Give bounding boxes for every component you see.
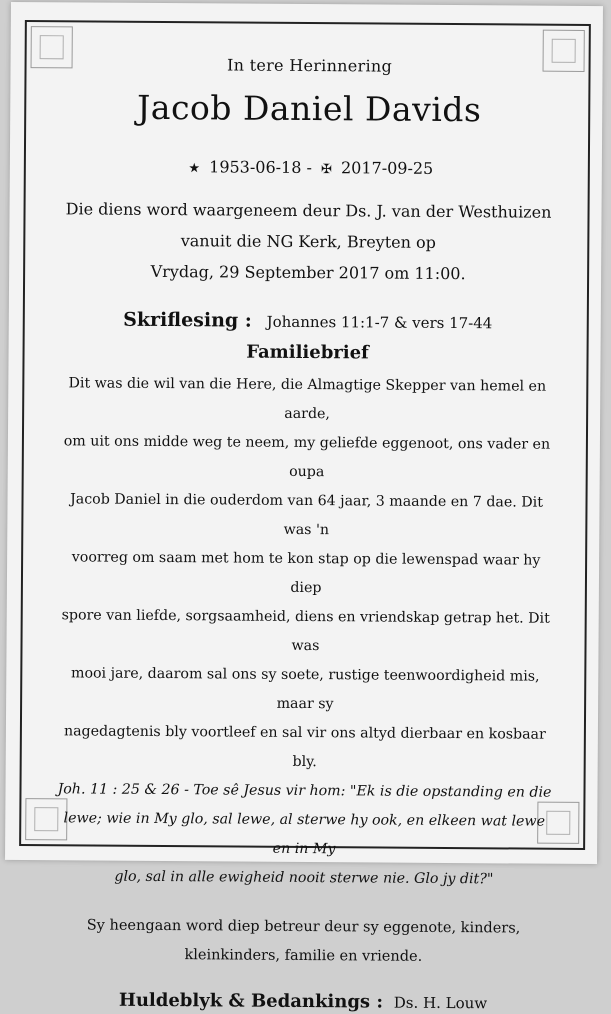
letter-title: Familiebrief [246,341,369,364]
service-line: vanuit die NG Kerk, Breyten op [180,231,436,252]
letter-line: Jacob Daniel in die ouderdom van 64 jaar, 3 maande en 7 dae. Dit was 'n [70,491,543,539]
cross-icon: ✠ [320,162,332,178]
mourned-line: kleinkinders, familie en vriende. [184,947,423,965]
mourned-line: Sy heengaan word diep betreur deur sy eggenote, kinders, [86,917,521,937]
star-icon: ★ [188,161,201,177]
service-details [55,193,562,290]
life-dates [56,156,562,179]
verse-line: glo, sal in alle ewigheid nooit sterwe nie. Glo jy dit?" [114,868,494,888]
service-line: Vrydag, 29 September 2017 om 11:00. [150,261,466,284]
mourned-by [50,911,556,973]
tribute [50,989,556,1014]
deceased-name: Jacob Daniel Davids [136,87,482,130]
family-letter [51,369,561,895]
letter-line: om uit ons midde weg te neem, my geliefde eggenoot, ons vader en oupa [63,433,551,481]
verse-line: lewe; wie in My glo, sal lewe, al sterwe hy ook, en elkeen wat lewe en in My [63,810,546,858]
intro-text: In tere Herinnering [226,55,393,76]
service-line: Die diens word waargeneem deur Ds. J. van der Westhuizen [65,199,552,222]
birth-date: 1953-06-18 - [209,157,312,178]
letter-line: voorreg om saam met hom te kon stap op die lewenspad waar hy diep [71,549,541,597]
tribute-label: Huldeblyk & Bedankings : [118,989,384,1013]
letter-line: spore van liefde, sorgsaamheid, diens en vriendskap getrap het. Dit was [61,607,550,655]
letter-line: nagedagtenis bly voortleef en sal vir ons altyd dierbaar en kosbaar bly. [63,723,546,771]
reading-text: Johannes 11:1-7 & vers 17-44 [266,312,493,333]
letter-line: Dit was die wil van die Here, die Almagtige Skepper van hemel en aarde, [68,375,547,423]
letter-line: mooi jare, daarom sal ons sy soete, rustige teenwoordigheid mis, maar sy [70,665,540,713]
tribute-text: Ds. H. Louw [393,993,488,1013]
page-border [19,20,591,1013]
program-page [5,2,603,1013]
page-content [50,48,563,1014]
scripture-reading [55,308,561,334]
verse-line: Joh. 11 : 25 & 26 - Toe sê Jesus vir hom: "Ek is die opstanding en die [57,781,552,801]
reading-label: Skriflesing : [123,308,252,332]
death-date: 2017-09-25 [340,158,434,178]
